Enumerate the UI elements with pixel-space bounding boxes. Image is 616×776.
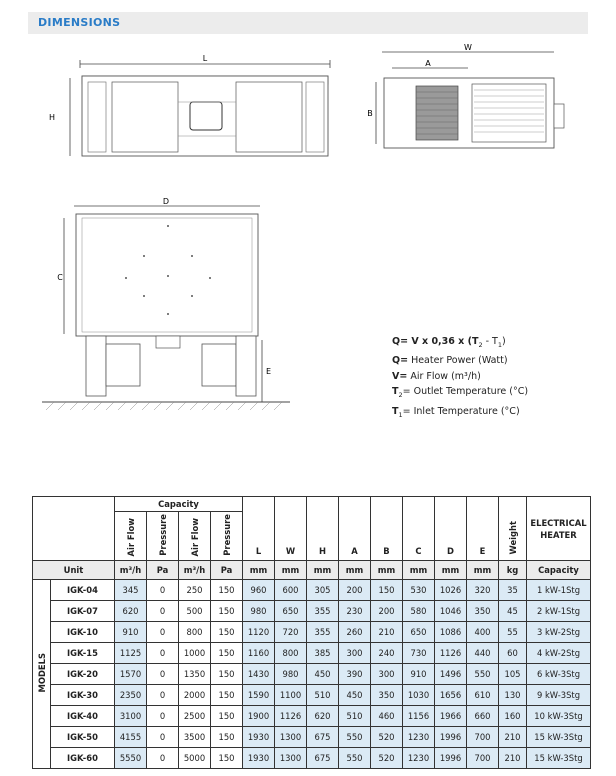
table-cell: 620 [307,706,339,727]
table-cell: 580 [403,601,435,622]
unit-cell: mm [371,561,403,580]
table-cell: 1026 [435,580,467,601]
model-name: IGK-04 [51,580,115,601]
table-cell: 5550 [115,748,147,769]
table-cell: 0 [147,622,179,643]
table-cell: 35 [499,580,527,601]
unit-label: Unit [33,561,115,580]
unit-cell: m³/h [115,561,147,580]
table-cell: 250 [179,580,211,601]
formula-line-5: $T_1=$ Inlet Temperature (°C) [392,405,520,419]
table-cell: 910 [115,622,147,643]
col-header-pressure-2: Pressure [211,512,243,561]
dim-label-d: D [162,197,170,206]
table-cell: 910 [403,664,435,685]
table-cell: 1590 [243,685,275,706]
weight-header: Weight [499,497,527,561]
table-cell: 1570 [115,664,147,685]
dim-header-w: W [275,497,307,561]
table-cell: 3 kW-2Stg [527,622,591,643]
table-cell: 4 kW-2Stg [527,643,591,664]
formula-line-4: $T_2=$ Outlet Temperature (°C) [392,386,529,400]
unit-cell: mm [307,561,339,580]
table-cell: 700 [467,727,499,748]
unit-cell: kg [499,561,527,580]
table-row [33,580,591,601]
table-cell: 150 [211,727,243,748]
table-cell: 600 [275,580,307,601]
table-cell: 1086 [435,622,467,643]
table-cell: 150 [211,580,243,601]
unit-cell: Pa [147,561,179,580]
unit-row [33,561,591,580]
table-row [33,643,591,664]
table-cell: 1120 [243,622,275,643]
table-cell: 385 [307,643,339,664]
table-cell: 520 [371,748,403,769]
table-cell: 0 [147,643,179,664]
unit-cell: m³/h [179,561,211,580]
dim-label-c: C [57,273,63,282]
table-cell: 105 [499,664,527,685]
model-name: IGK-15 [51,643,115,664]
table-cell: 150 [211,748,243,769]
table-row [33,727,591,748]
table-cell: 980 [243,601,275,622]
table-cell: 160 [499,706,527,727]
model-name: IGK-07 [51,601,115,622]
table-cell: 1125 [115,643,147,664]
table-cell: 2500 [179,706,211,727]
table-cell: 1656 [435,685,467,706]
model-name: IGK-30 [51,685,115,706]
unit-cell: Pa [211,561,243,580]
col-header-air-flow-2: Air Flow [179,512,211,561]
unit-cell: mm [403,561,435,580]
table-cell: 15 kW-3Stg [527,748,591,769]
table-cell: 45 [499,601,527,622]
table-cell: 350 [371,685,403,706]
table-cell: 1930 [243,748,275,769]
model-name: IGK-60 [51,748,115,769]
table-cell: 60 [499,643,527,664]
table-row [33,664,591,685]
model-name: IGK-50 [51,727,115,748]
models-label: MODELS [33,580,51,769]
unit-cell: mm [243,561,275,580]
top-view-drawing [36,196,296,416]
spec-table [32,496,591,769]
table-cell: 0 [147,748,179,769]
table-cell: 355 [307,622,339,643]
table-cell: 0 [147,664,179,685]
table-cell: 450 [339,685,371,706]
table-cell: 390 [339,664,371,685]
heater-header: ELECTRICAL HEATER [527,497,591,561]
table-cell: 700 [467,748,499,769]
col-header-air-flow-1: Air Flow [115,512,147,561]
table-cell: 305 [307,580,339,601]
front-view-drawing [40,52,340,162]
table-cell: 720 [275,622,307,643]
table-cell: 1350 [179,664,211,685]
table-cell: 320 [467,580,499,601]
table-cell: 2 kW-1Stg [527,601,591,622]
table-row [33,622,591,643]
unit-cell: mm [275,561,307,580]
table-cell: 400 [467,622,499,643]
table-cell: 800 [275,643,307,664]
table-cell: 1900 [243,706,275,727]
table-cell: 10 kW-3Stg [527,706,591,727]
dim-label-b: B [367,109,373,118]
table-cell: 460 [371,706,403,727]
table-cell: 200 [339,580,371,601]
table-cell: 240 [371,643,403,664]
unit-cell: Capacity [527,561,591,580]
table-cell: 610 [467,685,499,706]
table-cell: 300 [339,643,371,664]
dim-label-a: A [425,59,431,68]
section-header [28,12,588,34]
section-title: DIMENSIONS [38,16,121,29]
table-row [33,748,591,769]
table-cell: 230 [339,601,371,622]
table-cell: 675 [307,727,339,748]
table-cell: 2350 [115,685,147,706]
table-cell: 1430 [243,664,275,685]
table-cell: 1126 [275,706,307,727]
unit-cell: mm [435,561,467,580]
table-cell: 960 [243,580,275,601]
table-cell: 1496 [435,664,467,685]
table-cell: 1230 [403,748,435,769]
side-view-drawing [362,40,582,165]
model-name: IGK-20 [51,664,115,685]
table-cell: 1 kW-1Stg [527,580,591,601]
table-cell: 1300 [275,748,307,769]
dim-label-e: E [266,367,272,376]
table-cell: 4155 [115,727,147,748]
table-cell: 150 [211,622,243,643]
table-cell: 150 [211,601,243,622]
table-cell: 440 [467,643,499,664]
unit-cell: mm [467,561,499,580]
table-cell: 650 [403,622,435,643]
table-cell: 530 [403,580,435,601]
formula-line-3: V= Air Flow (m³/h) [392,370,481,382]
col-header-pressure-1: Pressure [147,512,179,561]
table-row [33,706,591,727]
table-cell: 260 [339,622,371,643]
table-cell: 355 [307,601,339,622]
dim-header-a: A [339,497,371,561]
table-row [33,685,591,706]
table-cell: 520 [371,727,403,748]
table-cell: 620 [115,601,147,622]
table-cell: 1100 [275,685,307,706]
model-name: IGK-40 [51,706,115,727]
table-cell: 1126 [435,643,467,664]
table-cell: 345 [115,580,147,601]
table-cell: 1930 [243,727,275,748]
table-cell: 660 [467,706,499,727]
table-cell: 510 [339,706,371,727]
table-cell: 150 [371,580,403,601]
table-cell: 210 [499,748,527,769]
unit-cell: mm [339,561,371,580]
table-cell: 0 [147,601,179,622]
table-cell: 1996 [435,748,467,769]
table-cell: 300 [371,664,403,685]
dim-label-l: L [202,54,208,63]
table-cell: 3100 [115,706,147,727]
dim-header-e: E [467,497,499,561]
table-cell: 150 [211,643,243,664]
formula-line-1: Q= V x 0,36 x $(T_2 - T_1)$ [392,336,506,349]
table-cell: 650 [275,601,307,622]
table-cell: 1966 [435,706,467,727]
model-name: IGK-10 [51,622,115,643]
table-cell: 150 [211,664,243,685]
table-cell: 510 [307,685,339,706]
table-cell: 55 [499,622,527,643]
table-row [33,601,591,622]
table-cell: 0 [147,727,179,748]
formula-line-2: Q= Heater Power (Watt) [392,355,508,367]
table-cell: 500 [179,601,211,622]
table-cell: 1160 [243,643,275,664]
dim-label-w: W [464,43,472,52]
table-cell: 550 [339,748,371,769]
table-cell: 15 kW-3Stg [527,727,591,748]
table-cell: 9 kW-3Stg [527,685,591,706]
table-cell: 1996 [435,727,467,748]
table-cell: 150 [211,706,243,727]
table-cell: 0 [147,580,179,601]
dim-header-h: H [307,497,339,561]
table-cell: 0 [147,706,179,727]
dim-label-h: H [48,113,56,122]
table-cell: 730 [403,643,435,664]
table-cell: 2000 [179,685,211,706]
table-cell: 550 [467,664,499,685]
table-cell: 550 [339,727,371,748]
table-cell: 350 [467,601,499,622]
table-cell: 6 kW-3Stg [527,664,591,685]
formula-legend [392,334,528,423]
table-cell: 1230 [403,727,435,748]
table-cell: 1030 [403,685,435,706]
table-cell: 450 [307,664,339,685]
table-cell: 675 [307,748,339,769]
table-cell: 3500 [179,727,211,748]
header-row-1 [33,497,591,512]
table-cell: 210 [499,727,527,748]
table-cell: 5000 [179,748,211,769]
table-cell: 980 [275,664,307,685]
table-cell: 800 [179,622,211,643]
dim-header-b: B [371,497,403,561]
table-cell: 150 [211,685,243,706]
dim-header-c: C [403,497,435,561]
dim-header-l: L [243,497,275,561]
capacity-header: Capacity [115,497,243,512]
table-cell: 200 [371,601,403,622]
table-cell: 1300 [275,727,307,748]
blank-header [33,497,115,561]
table-cell: 1156 [403,706,435,727]
table-cell: 0 [147,685,179,706]
table-cell: 210 [371,622,403,643]
table-cell: 1000 [179,643,211,664]
table-cell: 1046 [435,601,467,622]
dim-header-d: D [435,497,467,561]
table-cell: 130 [499,685,527,706]
